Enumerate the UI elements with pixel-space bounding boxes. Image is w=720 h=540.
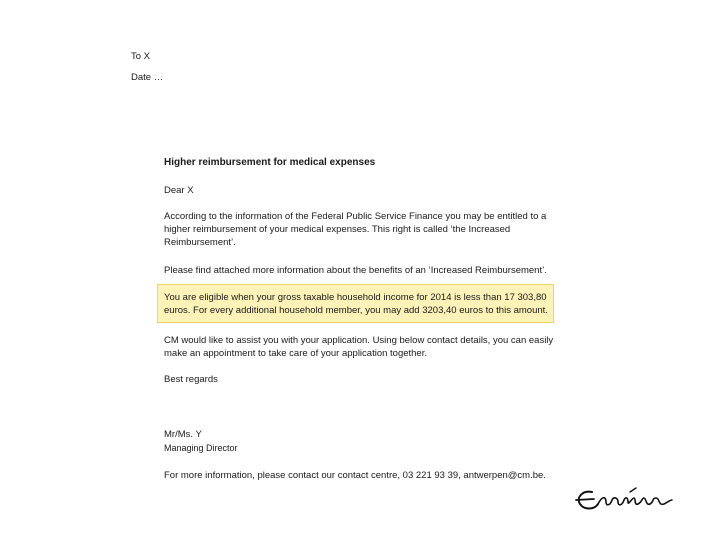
paragraph-line: higher reimbursement of your medical expenses. This right is called ‘the Increased: [164, 224, 511, 235]
paragraph-line: make an appointment to take care of your application together.: [164, 348, 427, 359]
signer-title: Managing Director: [164, 443, 238, 453]
paragraph-attachment: [164, 264, 547, 277]
paragraph-assistance: [164, 334, 553, 360]
paragraph-line: Reimbursement’.: [164, 237, 236, 248]
paragraph-highlighted-eligibility: [164, 291, 548, 317]
closing: Best regards: [164, 374, 218, 385]
date-line: Date …: [131, 72, 164, 83]
salutation: Dear X: [164, 185, 194, 196]
letter-subject: Higher reimbursement for medical expenses: [164, 157, 376, 168]
paragraph-line: euros. For every additional household member, you may add 3203,40 euros to this amount.: [164, 305, 548, 316]
erasmus-signature-logo-icon: [572, 486, 682, 516]
paragraph-line: According to the information of the Federal Public Service Finance you may be entitled to a: [164, 211, 547, 222]
contact-line: For more information, please contact our contact centre, 03 221 93 39, antwerpen@cm.be.: [164, 470, 546, 481]
paragraph-eligibility-intro: [164, 210, 546, 249]
paragraph-line: Please find attached more information about the benefits of an ‘Increased Reimbursement’.: [164, 265, 547, 276]
paragraph-line: CM would like to assist you with your application. Using below contact details, you can easily: [164, 335, 554, 346]
signer-name: Mr/Ms. Y: [164, 429, 202, 440]
paragraph-line: You are eligible when your gross taxable household income for 2014 is less than 17 303,80: [164, 292, 547, 303]
recipient-line: To X: [131, 51, 151, 62]
